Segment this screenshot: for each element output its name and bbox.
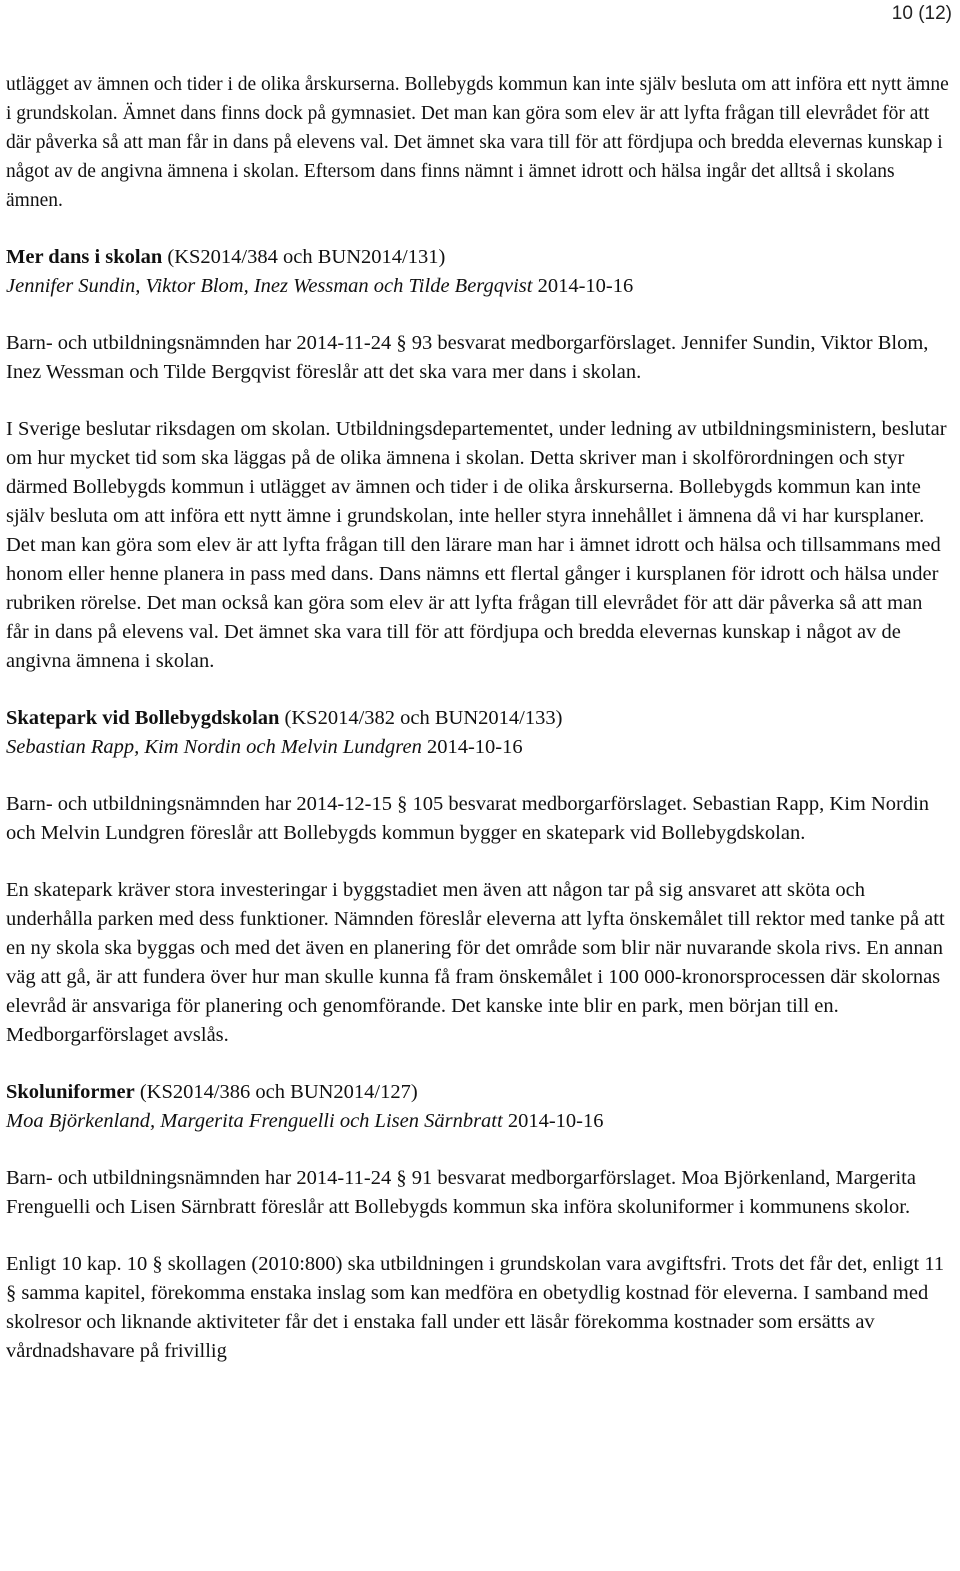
page-number: 10 (12) [891, 3, 952, 24]
section-paragraph: I Sverige beslutar riksdagen om skolan. Utbildningsdepartementet, under ledning av utbildningsministern, beslutar om hur mycket tid som ska läggas på de olika ämnena i skolan. Detta skriver man i skolförordningen och styr därmed Bollebygds kommun i utlägget av ämnen och tider i de olika årskurserna. Bollebygds kommun kan inte själv besluta om att införa ett nytt ämne i grundskolan, inte heller styra innehållet i ämnena då vi har kursplaner. Det man kan göra som elev är att lyfta frågan till den lärare man har i ämnet idrott och hälsa och tillsammans med honom eller henne planera in pass med dans. Dans nämns ett flertal gånger i kursplanen för idrott och hälsa under rubriken rörelse. Det man också kan göra som elev är att lyfta frågan till elevrådet för att där påverka så att man får in dans på elevens val. Det ämnet ska vara till för att fördjupa och bredda elevernas kunskap i något av de angivna ämnena i skolan. [6, 418, 947, 672]
section-reference: (KS2014/382 och BUN2014/133) [279, 707, 563, 729]
section-authors: Sebastian Rapp, Kim Nordin och Melvin Lundgren [6, 736, 422, 758]
section-paragraph: Barn- och utbildningsnämnden har 2014-12-15 § 105 besvarat medborgarförslaget. Sebastian Rapp, Kim Nordin och Melvin Lundgren föreslår att Bollebygds kommun bygger en skatepark vid Bollebygdskolan. [6, 793, 930, 844]
section-paragraph: Enligt 10 kap. 10 § skollagen (2010:800) ska utbildningen i grundskolan vara avgiftsfri. Trots det får det, enligt 11 § samma kapitel, förekomma enstaka inslag som kan medföra en obetydlig kostnad för eleverna. I samband med skolresor och liknande aktiviteter får det i enstaka fall under ett läsår förekomma kostnader som ersätts av vårdnadshavare på frivillig [6, 1253, 945, 1362]
section-title: Skatepark vid Bollebygdskolan [6, 707, 280, 729]
section-reference: (KS2014/384 och BUN2014/131) [162, 246, 446, 268]
section-paragraph: Barn- och utbildningsnämnden har 2014-11-24 § 93 besvarat medborgarförslaget. Jennifer Sundin, Viktor Blom, Inez Wessman och Tilde Bergqvist föreslår att det ska vara mer dans i skolan. [6, 332, 929, 383]
section-header-skatepark [6, 704, 950, 762]
section-authors: Moa Björkenland, Margerita Frenguelli och Lisen Särnbratt [6, 1110, 503, 1132]
section-title: Mer dans i skolan [6, 246, 163, 268]
section-date: 2014-10-16 [502, 1110, 604, 1132]
section-date: 2014-10-16 [532, 275, 634, 297]
section-header-dans [6, 243, 950, 301]
section-header-skoluniformer [6, 1078, 950, 1136]
document-body [6, 70, 950, 1394]
intro-paragraph: utlägget av ämnen och tider i de olika årskurserna. Bollebygds kommun kan inte själv besluta om att införa ett nytt ämne i grundskolan. Ämnet dans finns dock på gymnasiet. Det man kan göra som elev är att lyfta frågan till elevrådet för att där påverka så att man får in dans på elevens val. Det ämnet ska vara till för att fördjupa och bredda elevernas kunskap i något av de angivna ämnena i skolan. Eftersom dans finns nämnt i ämnet idrott och hälsa ingår det alltså i skolans ämnen. [6, 74, 949, 211]
section-title: Skoluniformer [6, 1081, 135, 1103]
section-paragraph: Barn- och utbildningsnämnden har 2014-11-24 § 91 besvarat medborgarförslaget. Moa Björkenland, Margerita Frenguelli och Lisen Särnbratt föreslår att Bollebygds kommun ska införa skoluniformer i kommunens skolor. [6, 1167, 916, 1218]
section-paragraph: En skatepark kräver stora investeringar i byggstadiet men även att någon tar på sig ansvaret att sköta och underhålla parken med dess funktioner. Nämnden föreslår eleverna att lyfta önskemålet till rektor med tanke på att en ny skola ska byggas och med det även en planering för det område som blir när nuvarande skola rivs. En annan väg att gå, är att fundera över hur man skulle kunna få fram önskemålet i 100 000-kronorsprocessen där skolornas elevråd är ansvariga för planering och genomförande. Det kanske inte blir en park, men början till en. Medborgarförslaget avslås. [6, 879, 945, 1046]
section-reference: (KS2014/386 och BUN2014/127) [134, 1081, 418, 1103]
section-date: 2014-10-16 [421, 736, 523, 758]
section-authors: Jennifer Sundin, Viktor Blom, Inez Wessman och Tilde Bergqvist [6, 275, 533, 297]
